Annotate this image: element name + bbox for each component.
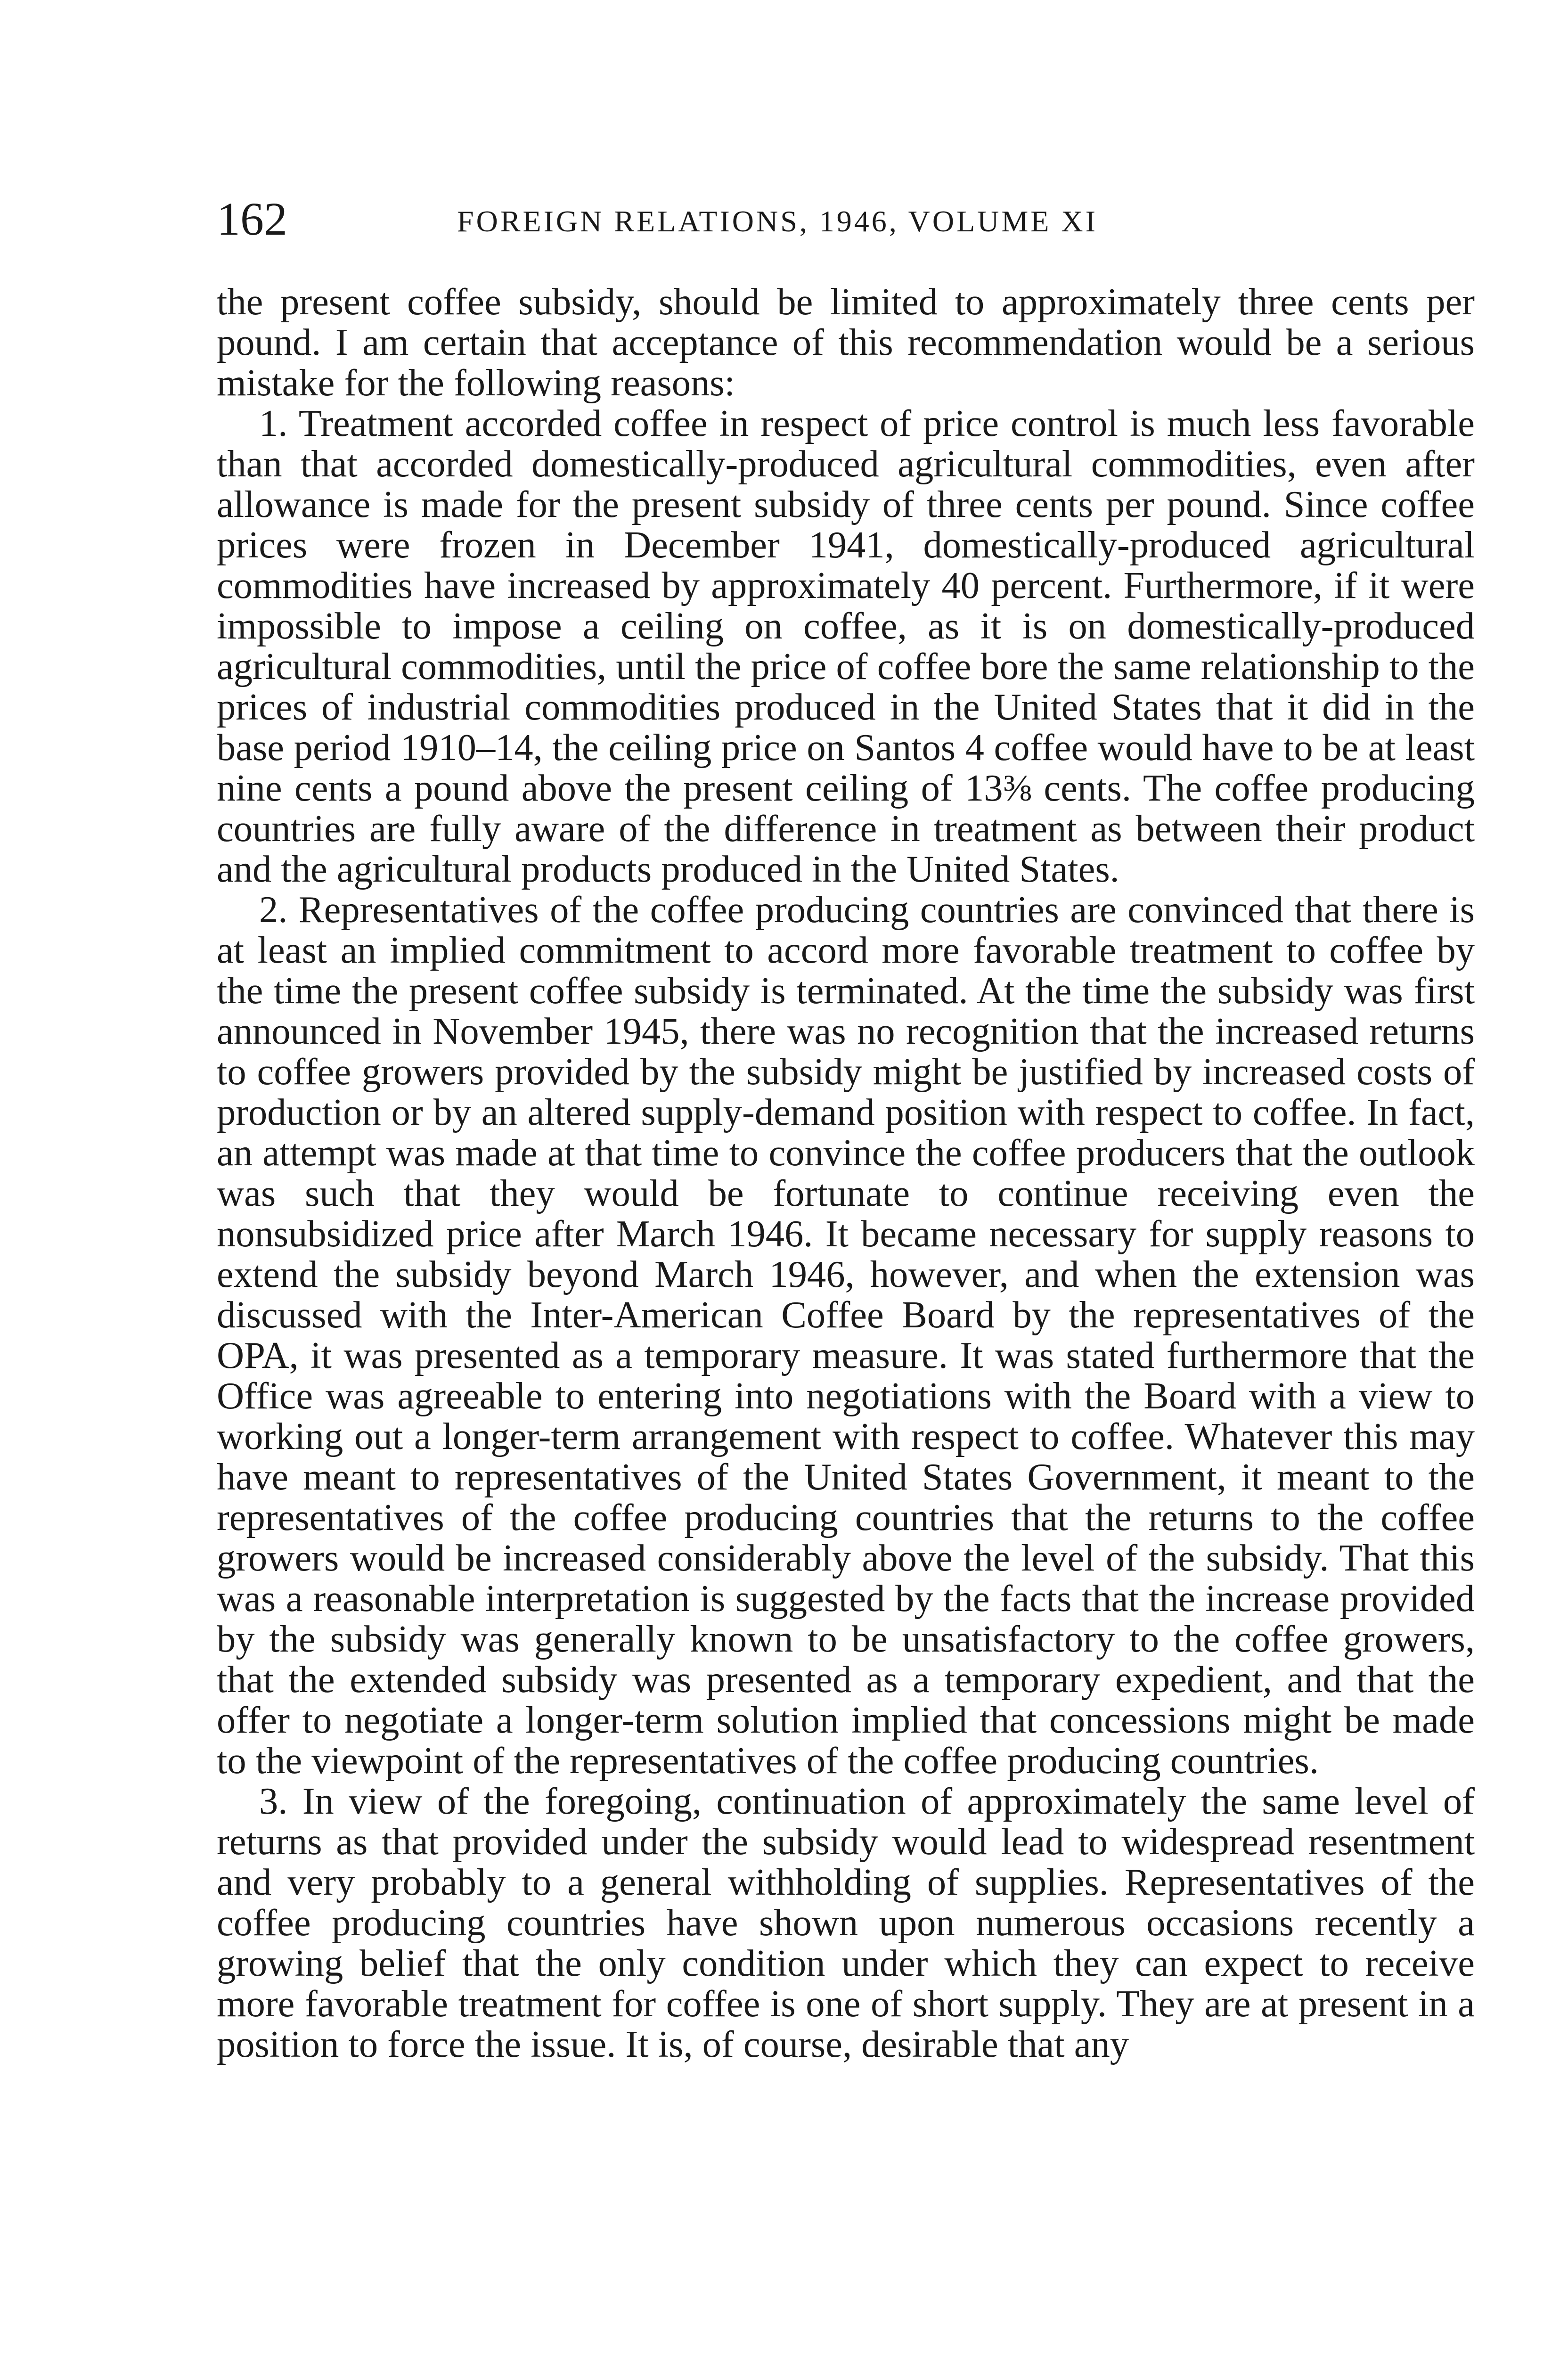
page-number: 162 (217, 193, 287, 245)
paragraph-reason-1: 1. Treatment accorded coffee in respect of price control is much less favorable than that accorded domestically-produced agricultural commodities, even after allowance is made for the present subsidy of three cents per pound. Since coffee prices were frozen in December 1941, domestically-produced agricultural commodities have increased by approximately 40 percent. Furthermore, if it were impossible to impose a ceiling on coffee, as it is on domestically-produced agricultural commodities, until the price of coffee bore the same relationship to the prices of industrial commodities produced in the United States that it did in the base period 1910–14, the ceiling price on Santos 4 coffee would have to be at least nine cents a pound above the present ceiling of 13⅜ cents. The coffee producing countries are fully aware of the difference in treatment as between their product and the agricultural products produced in the United States. (217, 402, 1475, 890)
paragraph-reason-2: 2. Representatives of the coffee producing countries are convinced that there is at least an implied commitment to accord more favorable treatment to coffee by the time the present coffee subsidy is terminated. At the time the subsidy was first announced in November 1945, there was no recognition that the increased returns to coffee growers provided by the subsidy might be justified by increased costs of production or by an altered supply-demand position with respect to coffee. In fact, an attempt was made at that time to convince the coffee producers that the outlook was such that they would be fortunate to continue receiving even the nonsubsidized price after March 1946. It became necessary for supply reasons to extend the subsidy beyond March 1946, however, and when the extension was discussed with the Inter-American Coffee Board by the representatives of the OPA, it was presented as a temporary measure. It was stated furthermore that the Office was agreeable to entering into negotiations with the Board with a view to working out a longer-term arrangement with respect to coffee. Whatever this may have meant to representatives of the United States Government, it meant to the representatives of the coffee producing countries that the returns to the coffee growers would be increased considerably above the level of the subsidy. That this was a reasonable interpretation is suggested by the facts that the increase provided by the subsidy was generally known to be unsatisfactory to the coffee growers, that the extended subsidy was presented as a temporary expedient, and that the offer to negotiate a longer-term solution implied that concessions might be made to the viewpoint of the representatives of the coffee producing countries. (217, 889, 1475, 1782)
body-text (217, 282, 1475, 2065)
paragraph-reason-3: 3. In view of the foregoing, continuation of approximately the same level of returns as that provided under the subsidy would lead to widespread resentment and very probably to a general withholding of supplies. Representatives of the coffee producing countries have shown upon numerous occasions recently a growing belief that the only condition under which they can expect to receive more favorable treatment for coffee is one of short supply. They are at present in a position to force the issue. It is, of course, desirable that any (217, 1780, 1475, 2065)
paragraph-intro: the present coffee subsidy, should be limited to approximately three cents per pound. I am certain that acceptance of this recommendation would be a serious mistake for the following reasons: (217, 281, 1475, 404)
running-title: FOREIGN RELATIONS, 1946, VOLUME XI (457, 205, 1098, 238)
running-head (217, 188, 1475, 250)
